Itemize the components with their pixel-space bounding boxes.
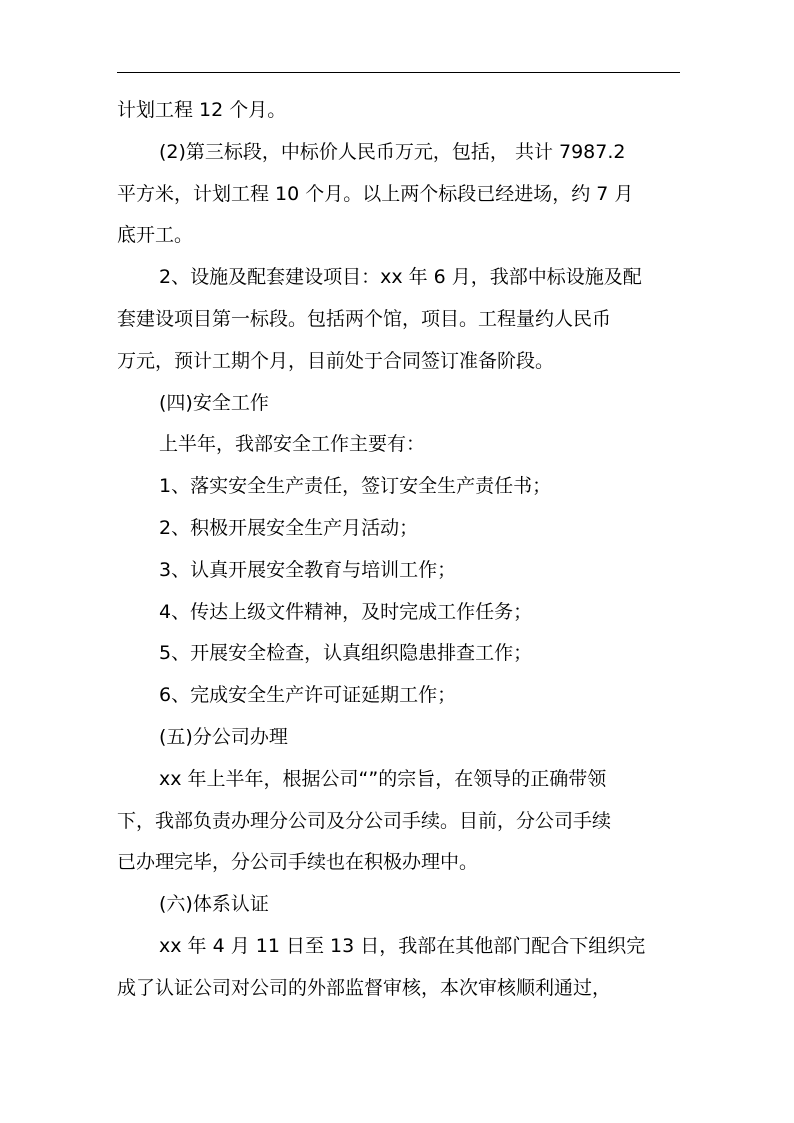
list-item: 5、开展安全检查，认真组织隐患排查工作；	[159, 642, 533, 665]
text-line: 平方米，计划工程 10 个月。以上两个标段已经进场，约 7 月	[117, 182, 634, 205]
text-line: 上半年，我部安全工作主要有：	[159, 433, 426, 456]
list-item: 1、落实安全生产责任，签订安全生产责任书；	[159, 475, 552, 498]
text-line: 下，我部负责办理分公司及分公司手续。目前，分公司手续	[117, 809, 612, 832]
text-line: 套建设项目第一标段。包括两个馆，项目。工程量约人民币	[117, 307, 612, 330]
text-line: xx 年上半年，根据公司“”的宗旨，在领导的正确带领	[159, 767, 607, 790]
document-body	[117, 90, 680, 1010]
text-line: 已办理完毕，分公司手续也在积极办理中。	[117, 851, 479, 874]
text-line: 万元，预计工期个月，目前处于合同签订准备阶段。	[117, 349, 555, 372]
text-line: (2)第三标段，中标价人民币万元，包括， 共计 7987.2	[159, 140, 626, 163]
text-line: 底开工。	[117, 224, 194, 247]
text-line: 计划工程 12 个月。	[117, 99, 287, 121]
section-heading: (四)安全工作	[159, 391, 269, 414]
list-item: 2、积极开展安全生产月活动；	[159, 516, 419, 539]
header-rule	[117, 72, 680, 73]
list-item: 3、认真开展安全教育与培训工作；	[159, 558, 457, 581]
section-heading: (五)分公司办理	[159, 725, 288, 748]
list-item: 4、传达上级文件精神，及时完成工作任务；	[159, 600, 533, 623]
text-line: 2、设施及配套建设项目：xx 年 6 月，我部中标设施及配	[159, 266, 642, 289]
text-line: 成了认证公司对公司的外部监督审核，本次审核顺利通过，	[117, 976, 612, 999]
section-heading: (六)体系认证	[159, 893, 269, 916]
list-item: 6、完成安全生产许可证延期工作；	[159, 684, 457, 707]
text-line: xx 年 4 月 11 日至 13 日，我部在其他部门配合下组织完	[159, 934, 646, 957]
